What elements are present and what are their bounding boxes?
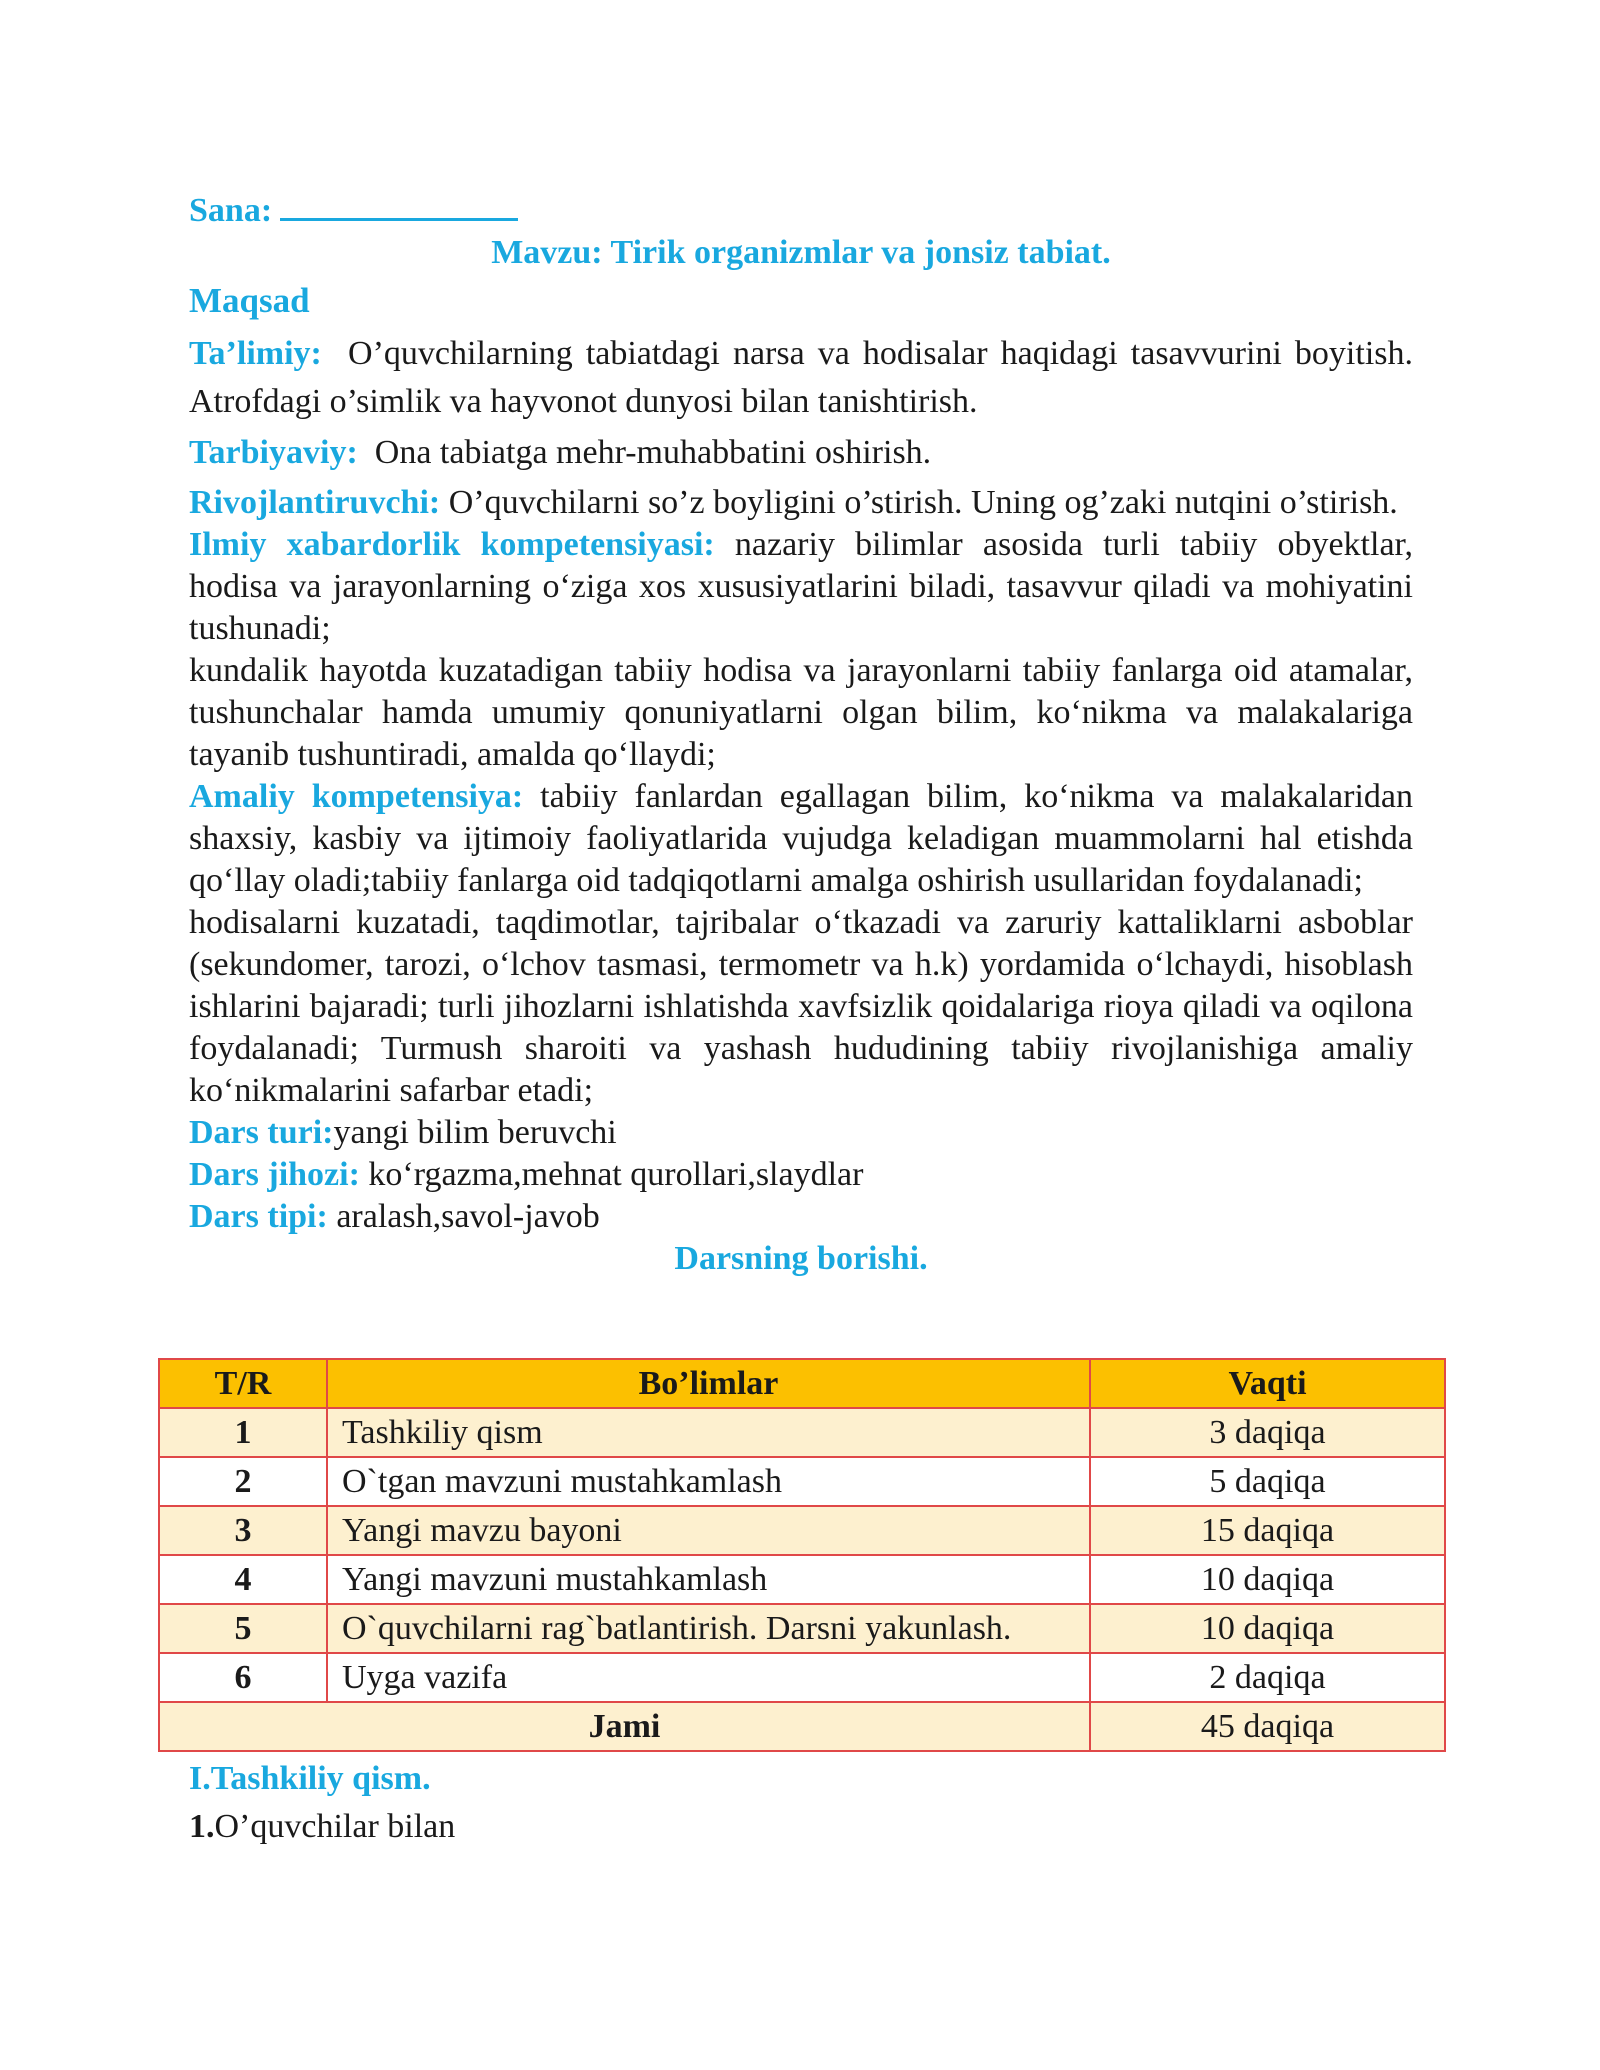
section-heading: I.Tashkiliy qism.: [189, 1760, 431, 1797]
table-row: [159, 1457, 1445, 1506]
row-section: O`tgan mavzuni mustahkamlash: [327, 1457, 1090, 1506]
lesson-type: [189, 1112, 1413, 1154]
row-section: O`quvchilarni rag`batlantirish. Darsni yakunlash.: [327, 1604, 1090, 1653]
row-section: Tashkiliy qism: [327, 1408, 1090, 1457]
row-number: 4: [159, 1555, 327, 1604]
upbringing-goal-text: Ona tabiatga mehr-muhabbatini oshirish.: [374, 434, 932, 471]
row-time: 10 daqiqa: [1090, 1555, 1445, 1604]
lesson-flow-title: Darsning borishi.: [674, 1240, 928, 1277]
topic-title: Mavzu: Tirik organizmlar va jonsiz tabiat.: [491, 234, 1111, 271]
table-row: [159, 1604, 1445, 1653]
science-competence: [189, 524, 1413, 650]
science-competence-text: nazariy bilimlar asosida turli tabiiy obyektlar, hodisa va jarayonlarning o‘ziga xos xususiyatlarini biladi, tasavvur qiladi va mohiyatini tushunadi;: [189, 526, 1414, 647]
science-competence-label: Ilmiy xabardorlik kompetensiyasi:: [189, 526, 715, 563]
date-label: Sana:: [189, 192, 273, 229]
row-number: 6: [159, 1653, 327, 1702]
science-competence-text-2: kundalik hayotda kuzatadigan tabiiy hodisa va jarayonlarni tabiiy fanlarga oid atamalar, tushunchalar hamda umumiy qonuniyatlarni olgan bilim, ko‘nikma va malakalariga tayanib tushuntiradi, amalda qo‘llaydi;: [189, 652, 1413, 773]
goal-heading: Maqsad: [189, 281, 310, 320]
date-line: [189, 188, 1413, 232]
practical-competence-label: Amaliy kompetensiya:: [189, 778, 524, 815]
row-section: Uyga vazifa: [327, 1653, 1090, 1702]
table-row: [159, 1555, 1445, 1604]
row-section: Yangi mavzu bayoni: [327, 1506, 1090, 1555]
row-number: 2: [159, 1457, 327, 1506]
educational-goal: [189, 330, 1413, 426]
lesson-kind-text: aralash,savol-javob: [336, 1198, 600, 1235]
row-time: 5 daqiqa: [1090, 1457, 1445, 1506]
document-body: [189, 188, 1413, 1280]
table-total-row: [159, 1702, 1445, 1751]
practical-competence: [189, 776, 1413, 902]
row-time: 2 daqiqa: [1090, 1653, 1445, 1702]
lesson-type-label: Dars turi:: [189, 1114, 334, 1151]
table-row: [159, 1506, 1445, 1555]
upbringing-goal: [189, 432, 1413, 474]
upbringing-goal-label: Tarbiyaviy:: [189, 434, 358, 471]
header-time: Vaqti: [1090, 1359, 1445, 1408]
row-number: 3: [159, 1506, 327, 1555]
total-label: Jami: [159, 1702, 1090, 1751]
lesson-kind-label: Dars tipi:: [189, 1198, 328, 1235]
lesson-equipment-text: ko‘rgazma,mehnat qurollari,slaydlar: [368, 1156, 864, 1193]
developmental-goal-label: Rivojlantiruvchi:: [189, 484, 441, 521]
date-blank: [280, 188, 518, 221]
header-number: T/R: [159, 1359, 327, 1408]
row-section: Yangi mavzuni mustahkamlash: [327, 1555, 1090, 1604]
row-number: 5: [159, 1604, 327, 1653]
educational-goal-text: O’quvchilarning tabiatdagi narsa va hodisalar haqidagi tasavvurini boyitish. Atrofdagi o’simlik va hayvonot dunyosi bilan tanishtirish.: [189, 335, 1414, 420]
lesson-equipment-label: Dars jihozi:: [189, 1156, 360, 1193]
section-organizational: [189, 1758, 455, 1848]
table-row: [159, 1408, 1445, 1457]
section-item-text: O’quvchilar bilan: [214, 1808, 456, 1845]
header-sections: Bo’limlar: [327, 1359, 1090, 1408]
lesson-kind: [189, 1196, 1413, 1238]
practical-competence-text-2: hodisalarni kuzatadi, taqdimotlar, tajribalar o‘tkazadi va zaruriy kattaliklarni asboblar (sekundomer, tarozi, o‘lchov tasmasi, termometr va h.k) yordamida o‘lchaydi, hisoblash ishlarini bajaradi; turli jihozlarni ishlatishda xavfsizlik qoidalariga rioya qiladi va oqilona foydalanadi; Turmush sharoiti va yashash hududining tabiiy rivojlanishiga amaliy ko‘nikmalarini safarbar etadi;: [189, 904, 1413, 1109]
row-time: 15 daqiqa: [1090, 1506, 1445, 1555]
developmental-goal-text: O’quvchilarni so’z boyligini o’stirish. Uning og’zaki nutqini o’stirish.: [448, 484, 1398, 521]
practical-competence-text: tabiiy fanlardan egallagan bilim, ko‘nikma va malakalaridan shaxsiy, kasbiy va ijtimoiy faoliyatlarida vujudga keladigan muammolarni hal etishda qo‘llay oladi;tabiiy fanlarga oid tadqiqotlarni amalga oshirish usullaridan foydalanadi;: [189, 778, 1413, 899]
educational-goal-label: Ta’limiy:: [189, 335, 322, 372]
lesson-equipment: [189, 1154, 1413, 1196]
lesson-type-text: yangi bilim beruvchi: [333, 1114, 617, 1151]
developmental-goal: [189, 482, 1413, 524]
table-row: [159, 1653, 1445, 1702]
section-item-number: 1.: [189, 1808, 215, 1845]
row-time: 3 daqiqa: [1090, 1408, 1445, 1457]
section-item: [189, 1806, 455, 1848]
total-time: 45 daqiqa: [1090, 1702, 1445, 1751]
table-header-row: [159, 1359, 1445, 1408]
row-time: 10 daqiqa: [1090, 1604, 1445, 1653]
row-number: 1: [159, 1408, 327, 1457]
lesson-plan-table: [158, 1358, 1446, 1752]
